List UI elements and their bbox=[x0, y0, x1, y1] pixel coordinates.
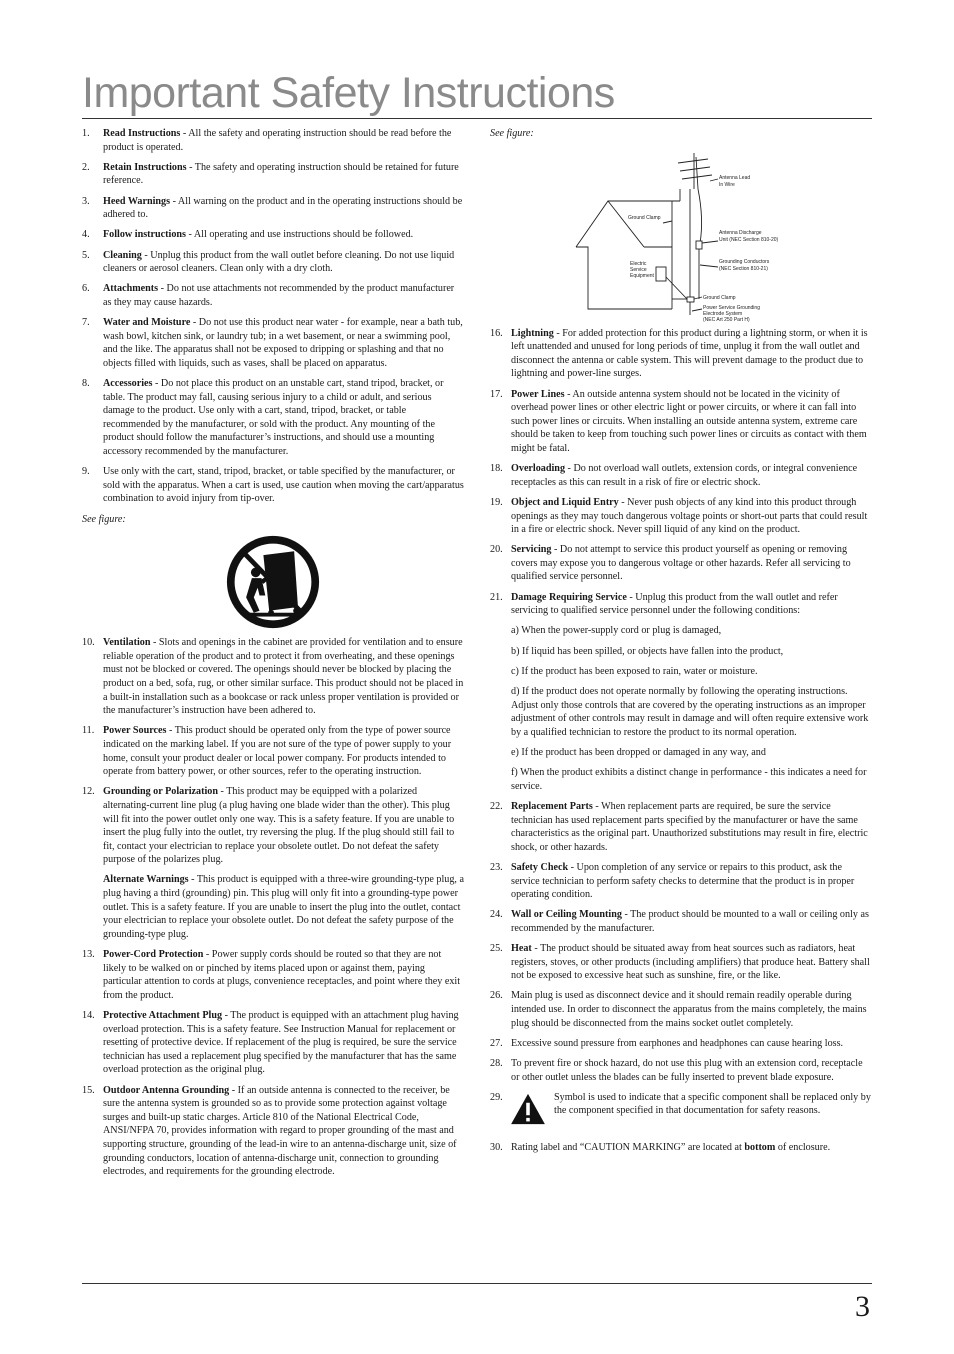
service-equipment-label: Service bbox=[630, 266, 647, 273]
list-item bbox=[490, 327, 872, 381]
item-heading: Ventilation bbox=[103, 637, 151, 649]
item-heading: Attachments bbox=[103, 283, 159, 295]
instruction-list bbox=[490, 800, 872, 1084]
list-item bbox=[490, 388, 872, 456]
footer-rule bbox=[82, 1283, 872, 1284]
item-heading: Cleaning bbox=[103, 249, 142, 261]
condition-item: d) If the product does not operate normally by following the operating instructions. Adjust only those controls that are covered by the operating instructions as an improper adjustment of other controls may result in damage and will often require extensive work by a qualified technician to restore the product to its normal operation. bbox=[511, 686, 869, 738]
item-heading: Overloading bbox=[511, 463, 566, 475]
item-heading: Safety Check bbox=[511, 861, 569, 873]
list-item bbox=[490, 496, 872, 537]
discharge-unit-label: Unit (NEC Section 810-20) bbox=[719, 236, 779, 243]
list-item bbox=[82, 282, 464, 309]
item-number: 16. bbox=[490, 327, 503, 339]
item-text: - All the safety and operating instruction should be read before the product is operated. bbox=[103, 128, 452, 153]
list-item bbox=[82, 228, 464, 242]
condition-item: f) When the product exhibits a distinct change in performance - this indicates a need for service. bbox=[511, 767, 867, 792]
item-text: - Do not overload wall outlets, extension cords, or integral convenience receptacles as this can result in a risk of fire or electric shock. bbox=[511, 463, 858, 488]
title-rule bbox=[82, 118, 872, 119]
item-text: - All operating and use instructions should be followed. bbox=[185, 229, 414, 241]
list-item bbox=[82, 724, 464, 778]
item-text: - When replacement parts are required, be sure the service technician has used replacement parts specified by the manufacturer or have the same characteristics as the original part. Unauthorized substitutions may result in fire, electric shock, or other hazards. bbox=[511, 800, 868, 853]
item-text: - Unplug this product from the wall outlet before cleaning. Do not use liquid cleaners or aerosol cleaners. Clean only with a dry cloth. bbox=[103, 249, 455, 275]
list-item bbox=[490, 1057, 872, 1084]
page-title: Important Safety Instructions bbox=[82, 69, 615, 117]
alternate-warnings bbox=[82, 873, 464, 941]
item-heading: Power Lines bbox=[511, 388, 565, 400]
item-heading: Retain Instructions bbox=[103, 161, 187, 173]
item-number: 20. bbox=[490, 544, 503, 556]
list-item bbox=[82, 195, 464, 222]
item-number: 9. bbox=[82, 466, 90, 478]
discharge-unit-label: Antenna Discharge bbox=[719, 229, 762, 236]
item-heading: Grounding or Polarization bbox=[103, 786, 218, 798]
item-text: - Do not attempt to service this product yourself as opening or removing covers may expose you to dangerous voltage or other hazards. Refer all servicing to qualified service personnel. bbox=[511, 544, 851, 583]
item-text: - Slots and openings in the cabinet are provided for ventilation and to ensure reliable operation of the product and to protect it from overheating, and these openings must not be blocked or covered. The openings should never be blocked by placing the product on a bed, sofa, rug, or other similar surface. This product should not be placed in a built-in installation such as a bookcase or rack unless proper ventilation is provided or the manufacturer’s instruction have been adhered to. bbox=[103, 637, 464, 717]
list-item bbox=[490, 942, 872, 983]
list-item bbox=[490, 800, 872, 854]
antenna-lead-label: Antenna Lead bbox=[719, 174, 751, 181]
condition-item: a) When the power-supply cord or plug is damaged, bbox=[511, 625, 722, 637]
antenna-grounding-diagram bbox=[568, 149, 818, 323]
item-heading: Wall or Ceiling Mounting bbox=[511, 909, 622, 921]
antenna-lead-label: In Wire bbox=[719, 181, 735, 188]
item-number: 28. bbox=[490, 1058, 503, 1069]
item-heading: Accessories bbox=[103, 378, 153, 390]
item-number: 6. bbox=[82, 283, 90, 295]
cart-tipover-warning-icon bbox=[225, 534, 321, 630]
item-number: 21. bbox=[490, 591, 503, 603]
item-number: 17. bbox=[490, 388, 503, 400]
item-number: 24. bbox=[490, 909, 503, 921]
electrode-system-label: (NEC Art 250 Part H) bbox=[703, 316, 750, 323]
item-text: - The product is equipped with an attachment plug having overload protection. This is a safety feature. See Instruction Manual for replacement or resetting of protective device. If replacement of the plug is required, be sure the service technician has used a replacement plug specified by the manufacturer that has the same overload protection as the original plug. bbox=[103, 1010, 459, 1076]
item-text: - The safety and operating instruction should be retained for future reference. bbox=[103, 161, 459, 187]
list-item bbox=[490, 591, 872, 618]
list-item bbox=[82, 636, 464, 718]
list-item bbox=[82, 465, 464, 506]
item-heading: Servicing bbox=[511, 544, 552, 556]
item-text: Rating label and “CAUTION MARKING” are located at bbox=[511, 1142, 745, 1154]
list-item bbox=[82, 161, 464, 188]
item-number: 10. bbox=[82, 637, 95, 649]
list-item bbox=[82, 1009, 464, 1077]
condition-item: e) If the product has been dropped or damaged in any way, and bbox=[511, 746, 766, 758]
item-text: - Upon completion of any service or repairs to this product, ask the service technician to perform safety checks to determine that the product is in proper operating condition. bbox=[511, 861, 855, 901]
item-text: - All warning on the product and in the operating instructions should be adhered to. bbox=[103, 195, 463, 221]
item-text: - This product should be operated only from the type of power source indicated on the marking label. If you are not sure of the type of power supply to your home, consult your product dealer or local power company. For products intended to operate from battery power, or other sources, refer to the operating instruction. bbox=[103, 725, 452, 778]
list-item bbox=[490, 1141, 872, 1155]
grounding-conductors-label: Grounding Conductors bbox=[719, 258, 770, 265]
item-number: 7. bbox=[82, 317, 90, 329]
item-text: Use only with the cart, stand, tripod, bracket, or table specified by the manufacturer, or sold with the apparatus. When a cart is used, use caution when moving the cart/apparatus combination to avoid injury from tip-over. bbox=[103, 466, 464, 505]
item-number: 1. bbox=[82, 128, 90, 139]
item-emphasis: bottom bbox=[744, 1142, 776, 1154]
item-heading: Outdoor Antenna Grounding bbox=[103, 1084, 230, 1096]
item-heading: Follow instructions bbox=[103, 229, 186, 241]
item-number: 3. bbox=[82, 195, 90, 207]
item-text: - Do not place this product on an unstable cart, stand tripod, bracket, or table. The product may fall, causing serious injury to a child or adult, and serious damage to the product. Use only with a cart, stand, tripod, bracket, or table recommended by the manufacturer, or sold with the product. Any mounting of the product should follow the manufacturer’s instructions, and should use a mounting accessory recommended by the manufacturer. bbox=[103, 378, 444, 458]
item-number: 23. bbox=[490, 861, 503, 873]
item-number: 11. bbox=[82, 725, 95, 737]
item-number: 18. bbox=[490, 463, 503, 475]
item-text: - For added protection for this product during a lightning storm, or when it is left unattended and unused for long periods of time, unplug it from the wall outlet and disconnect the antenna or cable system. This will prevent damage to the product due to lightning and power-line surges. bbox=[511, 327, 868, 380]
item-number: 2. bbox=[82, 161, 90, 173]
item-heading: Heat bbox=[511, 943, 532, 955]
item-text: - This product is equipped with a three-wire grounding-type plug, a plug having a third (grounding) pin. This plug will only fit into a grounding-type power outlet. This is a safety feature. If you are unable to insert the plug into the outlet, contact your electrician to replace your obsolete outlet. Do not defeat the safety purpose of the grounding-type plug. bbox=[103, 874, 464, 940]
warning-triangle-icon bbox=[510, 1093, 546, 1125]
item-number: 12. bbox=[82, 786, 95, 798]
item-number: 8. bbox=[82, 378, 90, 390]
list-item bbox=[490, 1037, 872, 1051]
item-text: - Unplug this product from the wall outlet and refer servicing to qualified service personnel under the following conditions: bbox=[511, 591, 838, 617]
conditions-list bbox=[490, 624, 872, 793]
list-item bbox=[82, 948, 464, 1002]
service-equipment-label: Equipment bbox=[630, 272, 654, 279]
list-item bbox=[82, 127, 464, 154]
item-number: 4. bbox=[82, 229, 90, 241]
page-number: 3 bbox=[855, 1290, 870, 1323]
electrode-system-label: Electrode System bbox=[703, 310, 743, 317]
item-text: Excessive sound pressure from earphones and headphones can cause hearing loss. bbox=[511, 1037, 844, 1049]
list-item bbox=[490, 861, 872, 902]
item-heading: Power-Cord Protection bbox=[103, 949, 204, 961]
item-heading: Replacement Parts bbox=[511, 800, 593, 812]
instruction-list bbox=[82, 948, 464, 1179]
item-heading: Heed Warnings bbox=[103, 195, 171, 207]
see-figure-caption: See figure: bbox=[82, 513, 126, 525]
item-heading: Alternate Warnings bbox=[103, 874, 189, 886]
item-text: Symbol is used to indicate that a specific component shall be replaced only by the component specified in that documentation for safety reasons. bbox=[554, 1091, 871, 1117]
item-text: - An outside antenna system should not be located in the vicinity of overhead power lines or other electric light or power circuits, or where it can fall into such power lines or circuits. When installing an outside antenna system, extreme care should be taken to keep from touching such power lines or circuits as contact with them might be fatal. bbox=[511, 388, 867, 454]
item-number: 14. bbox=[82, 1010, 95, 1021]
list-item bbox=[82, 316, 464, 370]
list-item bbox=[490, 989, 872, 1030]
instruction-list bbox=[82, 636, 464, 867]
ground-clamp-label: Ground Clamp bbox=[628, 214, 661, 221]
item-text: To prevent fire or shock hazard, do not use this plug with an extension cord, receptacle or other outlet unless the blades can be fully inserted to prevent blade exposure. bbox=[511, 1058, 863, 1083]
list-item bbox=[490, 1091, 872, 1135]
item-text: - Power supply cords should be routed so that they are not likely to be walked on or pinched by items placed upon or against them, paying particular attention to cords at plugs, convenience receptacles, and point where they exit from the product. bbox=[103, 949, 461, 1001]
item-text: - If an outside antenna is connected to the receiver, be sure the antenna system is grounded so as to provide some protection against voltage surges and built-up static charges. Article 810 of the National Electrical Code, ANSI/NFPA 70, provides information with regard to proper grounding of the mast and supporting structure, grounding of the lead-in wire to an antenna-discharge unit, size of grounding conductors, location of antenna-discharge unit, connection to grounding electrodes, and requirements for the grounding electrode. bbox=[103, 1084, 457, 1178]
item-number: 30. bbox=[490, 1142, 503, 1154]
grounding-conductors-label: (NEC Section 810-21) bbox=[719, 265, 768, 272]
item-number: 13. bbox=[82, 949, 95, 961]
item-text: of enclosure. bbox=[775, 1142, 831, 1154]
item-text: Main plug is used as disconnect device and it should remain readily operable during intended use. In order to disconnect the apparatus from the mains completely, the mains plug should be disconnected from the mains socket outlet completely. bbox=[511, 990, 867, 1029]
item-heading: Object and Liquid Entry bbox=[511, 496, 619, 508]
item-text: - The product should be situated away from heat sources such as radiators, heat registers, stoves, or other products (including amplifiers) that produce heat. Battery shall not be exposed to excessive heat such as sunshine, fire, or the like. bbox=[511, 943, 870, 982]
item-text: - Do not use this product near water - for example, near a bath tub, wash bowl, kitchen sink, or laundry tub; in a wet basement, or near a swimming pool, and the like. The apparatus shall not be exposed to dripping or splashing and that no objects filled with liquids, such as vases, shall be placed on apparatus. bbox=[103, 317, 463, 369]
item-heading: Read Instructions bbox=[103, 128, 181, 139]
item-number: 19. bbox=[490, 496, 503, 508]
item-number: 29. bbox=[490, 1091, 503, 1103]
item-number: 25. bbox=[490, 943, 503, 955]
list-item bbox=[82, 1084, 464, 1179]
service-equipment-label: Electric bbox=[630, 260, 647, 267]
condition-item: c) If the product has been exposed to rain, water or moisture. bbox=[511, 665, 758, 677]
item-number: 15. bbox=[82, 1084, 95, 1096]
left-column bbox=[82, 127, 464, 1185]
list-item bbox=[490, 543, 872, 584]
item-heading: Protective Attachment Plug bbox=[103, 1010, 223, 1021]
item-text: - Never push objects of any kind into this product through openings as they may touch dangerous voltage points or short-out parts that could result in a fire or electric shock. Never spill liquid of any kind on the product. bbox=[511, 496, 868, 536]
list-item bbox=[82, 249, 464, 276]
right-column bbox=[490, 127, 872, 1162]
see-figure-caption: See figure: bbox=[490, 128, 534, 139]
item-number: 27. bbox=[490, 1037, 503, 1049]
item-heading: Lightning bbox=[511, 327, 554, 339]
electrode-system-label: Power Service Grounding bbox=[703, 304, 760, 311]
instruction-list bbox=[82, 127, 464, 506]
list-item bbox=[490, 462, 872, 489]
item-text: - The product should be mounted to a wall or ceiling only as recommended by the manufacturer. bbox=[511, 909, 869, 934]
item-text: - This product may be equipped with a polarized alternating-current line plug (a plug having one blade wider than the other). This plug will fit into the power outlet only one way. This is a safety feature. If you are unable to insert the plug fully into the outlet, try reversing the plug. If the plug should still fail to fit, contact your electrician to replace your obsolete outlet. Do not defeat the safety purpose of the polarizes plug. bbox=[103, 786, 455, 866]
item-number: 26. bbox=[490, 990, 503, 1002]
list-item bbox=[82, 785, 464, 867]
item-number: 22. bbox=[490, 800, 503, 812]
item-heading: Water and Moisture bbox=[103, 317, 191, 329]
ground-clamp-label: Ground Clamp bbox=[703, 294, 736, 301]
condition-item: b) If liquid has been spilled, or objects have fallen into the product, bbox=[511, 645, 784, 657]
list-item bbox=[490, 908, 872, 935]
list-item bbox=[82, 377, 464, 459]
item-heading: Power Sources bbox=[103, 725, 167, 737]
item-number: 5. bbox=[82, 249, 90, 261]
instruction-list bbox=[490, 327, 872, 618]
item-text: - Do not use attachments not recommended by the product manufacturer as they may cause hazards. bbox=[103, 283, 455, 308]
item-heading: Damage Requiring Service bbox=[511, 591, 627, 603]
